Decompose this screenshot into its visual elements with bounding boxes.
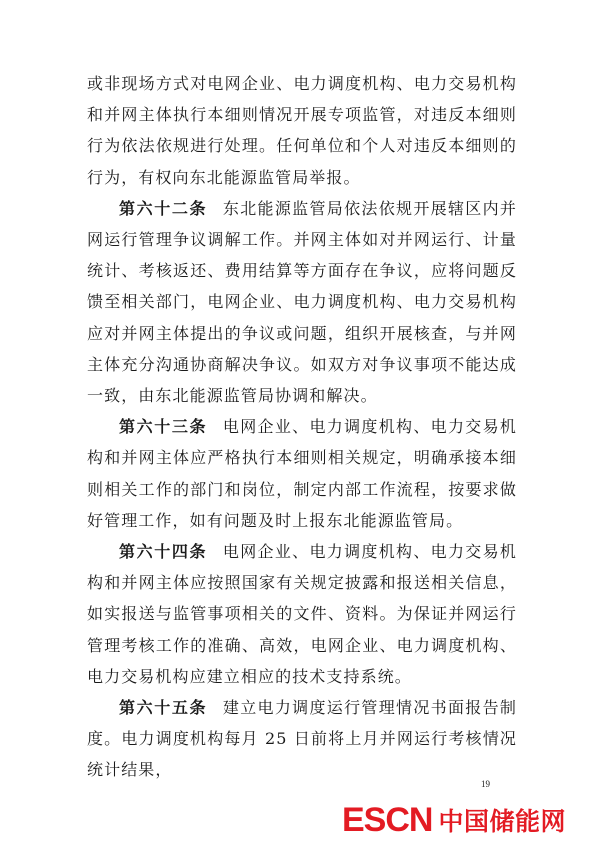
paragraph-text: 建立电力调度运行管理情况书面报告制度。电力调度机构每月 25 日前将上月并网运行考核情况统计结果，	[87, 698, 518, 780]
paragraph-text: 电网企业、电力调度机构、电力交易机构和并网主体应严格执行本细则相关规定，明确承接本细则相关工作的部门和岗位，制定内部工作流程，按要求做好管理工作，如有问题及时上报东北能源监管局。	[87, 417, 518, 530]
article-heading: 第六十二条	[119, 198, 217, 218]
article-heading: 第六十三条	[119, 417, 217, 437]
paragraph-text: 或非现场方式对电网企业、电力调度机构、电力交易机构和并网主体执行本细则情况开展专项监管，对违反本细则行为依法依规进行处理。任何单位和个人对违反本细则的行为，有权向东北能源监管局举报。	[87, 74, 517, 187]
watermark-cjk: 中国储能网	[438, 807, 566, 836]
paragraph-text: 东北能源监管局依法依规开展辖区内并网运行管理争议调解工作。并网主体如对并网运行、计量统计、考核返还、费用结算等方面存在争议，应将问题反馈至相关部门，电网企业、电力调度机构、电力交易机构应对并网主体提出的争议或问题，组织开展核查，与并网主体充分沟通协商解决争议。如双方对争议事项不能达成一致，由东北能源监管局协调和解决。	[87, 198, 518, 406]
article-65	[87, 692, 517, 786]
article-heading: 第六十五条	[119, 698, 217, 718]
document-body	[87, 68, 517, 786]
watermark-latin: ESCN	[342, 801, 433, 839]
page-number: 19	[481, 779, 490, 789]
paragraph-continuation	[87, 68, 517, 193]
article-64	[87, 536, 517, 692]
article-62	[87, 193, 517, 411]
article-63	[87, 411, 517, 536]
paragraph-text: 电网企业、电力调度机构、电力交易机构和并网主体应按照国家有关规定披露和报送相关信息，如实报送与监管事项相关的文件、资料。为保证并网运行管理考核工作的准确、高效，电网企业、电力调度机构、电力交易机构应建立相应的技术支持系统。	[87, 542, 518, 686]
article-heading: 第六十四条	[119, 542, 217, 562]
escn-watermark-logo	[342, 800, 592, 840]
